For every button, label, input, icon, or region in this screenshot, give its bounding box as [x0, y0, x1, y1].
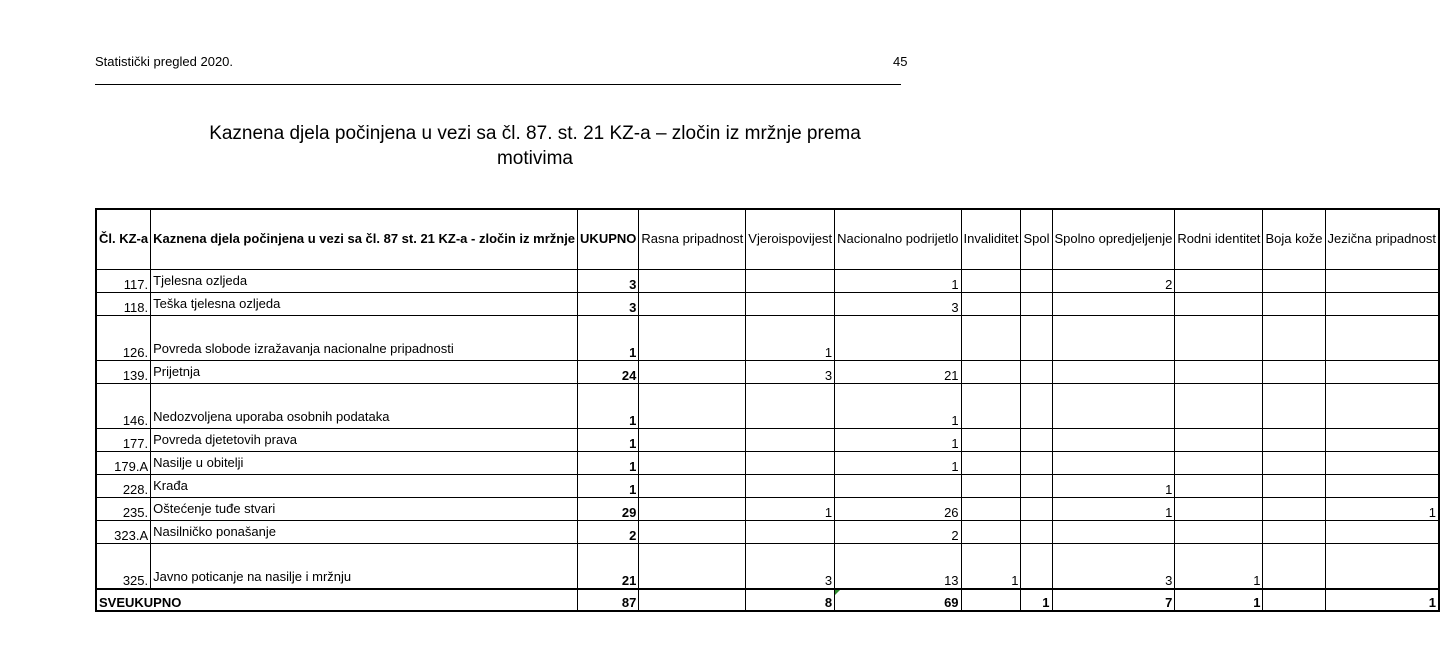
- row-vjera: [746, 269, 835, 292]
- row-spol: [1021, 315, 1052, 360]
- row-spolno: 2: [1052, 269, 1175, 292]
- row-ukupno: 29: [578, 497, 639, 520]
- row-rodni: [1175, 520, 1263, 543]
- row-nacionalno: [835, 315, 961, 360]
- row-nacionalno: 1: [835, 451, 961, 474]
- row-code: 235.: [96, 497, 151, 520]
- row-boja: [1263, 428, 1325, 451]
- row-invaliditet: 1: [961, 543, 1021, 589]
- row-jezicna: [1325, 474, 1439, 497]
- row-vjera: [746, 451, 835, 474]
- total-boja: [1263, 589, 1325, 611]
- total-spolno: 7: [1052, 589, 1175, 611]
- row-invaliditet: [961, 451, 1021, 474]
- table-row: [96, 428, 1439, 451]
- row-ukupno: 3: [578, 269, 639, 292]
- row-code: 117.: [96, 269, 151, 292]
- row-ukupno: 2: [578, 520, 639, 543]
- row-rodni: [1175, 474, 1263, 497]
- row-boja: [1263, 451, 1325, 474]
- row-boja: [1263, 292, 1325, 315]
- row-jezicna: [1325, 292, 1439, 315]
- header-name: Kaznena djela počinjena u vezi sa čl. 87 st. 21 KZ-a - zločin iz mržnje: [151, 209, 578, 269]
- row-rodni: [1175, 315, 1263, 360]
- table-row: [96, 360, 1439, 383]
- row-jezicna: [1325, 520, 1439, 543]
- row-ukupno: 1: [578, 383, 639, 428]
- header-code: Čl. KZ-a: [96, 209, 151, 269]
- row-ukupno: 1: [578, 315, 639, 360]
- row-jezicna: 1: [1325, 497, 1439, 520]
- row-invaliditet: [961, 474, 1021, 497]
- row-spolno: [1052, 451, 1175, 474]
- row-spol: [1021, 360, 1052, 383]
- table-row: [96, 543, 1439, 589]
- row-vjera: [746, 383, 835, 428]
- header-invaliditet: Invaliditet: [961, 209, 1021, 269]
- header-ukupno: UKUPNO: [578, 209, 639, 269]
- row-rasna: [639, 428, 746, 451]
- row-spol: [1021, 520, 1052, 543]
- table-row: [96, 383, 1439, 428]
- row-name: Krađa: [151, 474, 578, 497]
- row-invaliditet: [961, 383, 1021, 428]
- table-row: [96, 315, 1439, 360]
- header-vjera: Vjeroispovijest: [746, 209, 835, 269]
- row-code: 146.: [96, 383, 151, 428]
- row-invaliditet: [961, 315, 1021, 360]
- row-boja: [1263, 315, 1325, 360]
- row-boja: [1263, 497, 1325, 520]
- row-vjera: [746, 428, 835, 451]
- header-spolno: Spolno opredjeljenje: [1052, 209, 1175, 269]
- row-rasna: [639, 520, 746, 543]
- row-jezicna: [1325, 383, 1439, 428]
- table-header-row: [96, 209, 1439, 269]
- row-name: Povreda slobode izražavanja nacionalne pripadnosti: [151, 315, 578, 360]
- total-vjera: 8: [746, 589, 835, 611]
- row-invaliditet: [961, 292, 1021, 315]
- row-spolno: [1052, 520, 1175, 543]
- row-name: Nedozvoljena uporaba osobnih podataka: [151, 383, 578, 428]
- table-row: [96, 451, 1439, 474]
- row-rodni: [1175, 292, 1263, 315]
- row-name: Povreda djetetovih prava: [151, 428, 578, 451]
- header-spol: Spol: [1021, 209, 1052, 269]
- row-boja: [1263, 520, 1325, 543]
- row-vjera: 1: [746, 315, 835, 360]
- row-name: Nasilje u obitelji: [151, 451, 578, 474]
- row-rasna: [639, 269, 746, 292]
- row-rodni: [1175, 497, 1263, 520]
- row-nacionalno: 26: [835, 497, 961, 520]
- row-name: Nasilničko ponašanje: [151, 520, 578, 543]
- row-invaliditet: [961, 269, 1021, 292]
- row-nacionalno: 3: [835, 292, 961, 315]
- row-code: 179.A: [96, 451, 151, 474]
- row-code: 228.: [96, 474, 151, 497]
- total-rasna: [639, 589, 746, 611]
- row-ukupno: 24: [578, 360, 639, 383]
- table-row: [96, 520, 1439, 543]
- row-nacionalno: 13: [835, 543, 961, 589]
- row-jezicna: [1325, 428, 1439, 451]
- total-label: SVEUKUPNO: [96, 589, 578, 611]
- row-spolno: [1052, 360, 1175, 383]
- row-code: 323.A: [96, 520, 151, 543]
- row-vjera: [746, 474, 835, 497]
- row-spol: [1021, 383, 1052, 428]
- row-jezicna: [1325, 543, 1439, 589]
- row-jezicna: [1325, 269, 1439, 292]
- row-spolno: 1: [1052, 474, 1175, 497]
- row-vjera: 1: [746, 497, 835, 520]
- header-nacionalno: Nacionalno podrijetlo: [835, 209, 961, 269]
- row-code: 118.: [96, 292, 151, 315]
- row-spolno: [1052, 428, 1175, 451]
- row-rodni: [1175, 360, 1263, 383]
- header-divider: [95, 84, 901, 85]
- total-invaliditet: [961, 589, 1021, 611]
- row-ukupno: 1: [578, 451, 639, 474]
- row-nacionalno: 21: [835, 360, 961, 383]
- row-spol: [1021, 474, 1052, 497]
- row-code: 139.: [96, 360, 151, 383]
- row-jezicna: [1325, 451, 1439, 474]
- row-invaliditet: [961, 428, 1021, 451]
- row-code: 177.: [96, 428, 151, 451]
- total-ukupno: 87: [578, 589, 639, 611]
- row-ukupno: 1: [578, 428, 639, 451]
- row-boja: [1263, 543, 1325, 589]
- row-ukupno: 21: [578, 543, 639, 589]
- row-boja: [1263, 474, 1325, 497]
- row-invaliditet: [961, 520, 1021, 543]
- row-nacionalno: 2: [835, 520, 961, 543]
- row-spolno: 3: [1052, 543, 1175, 589]
- total-row: [96, 589, 1439, 611]
- row-vjera: [746, 292, 835, 315]
- row-rodni: [1175, 451, 1263, 474]
- row-vjera: [746, 520, 835, 543]
- row-rasna: [639, 360, 746, 383]
- row-jezicna: [1325, 360, 1439, 383]
- row-rasna: [639, 315, 746, 360]
- row-boja: [1263, 269, 1325, 292]
- row-vjera: 3: [746, 543, 835, 589]
- hate-crime-table: [95, 208, 1440, 612]
- row-name: Prijetnja: [151, 360, 578, 383]
- total-jezicna: 1: [1325, 589, 1439, 611]
- row-name: Javno poticanje na nasilje i mržnju: [151, 543, 578, 589]
- table-row: [96, 474, 1439, 497]
- header-rasna: Rasna pripadnost: [639, 209, 746, 269]
- row-rodni: [1175, 269, 1263, 292]
- row-invaliditet: [961, 360, 1021, 383]
- row-spolno: 1: [1052, 497, 1175, 520]
- table-row: [96, 497, 1439, 520]
- row-spol: [1021, 428, 1052, 451]
- row-rodni: 1: [1175, 543, 1263, 589]
- row-rodni: [1175, 428, 1263, 451]
- row-rodni: [1175, 383, 1263, 428]
- row-rasna: [639, 451, 746, 474]
- row-rasna: [639, 543, 746, 589]
- page-number: 45: [893, 54, 908, 69]
- total-nacionalno: 69: [835, 589, 961, 611]
- row-spol: [1021, 292, 1052, 315]
- row-ukupno: 1: [578, 474, 639, 497]
- table-row: [96, 269, 1439, 292]
- document-header-title: Statistički pregled 2020.: [95, 54, 234, 69]
- row-rasna: [639, 383, 746, 428]
- table-title-line-1: Kaznena djela počinjena u vezi sa čl. 87. st. 21 KZ-a – zločin iz mržnje prema: [209, 123, 861, 144]
- header-rodni: Rodni identitet: [1175, 209, 1263, 269]
- row-nacionalno: 1: [835, 428, 961, 451]
- total-spol: 1: [1021, 589, 1052, 611]
- row-jezicna: [1325, 315, 1439, 360]
- row-name: Oštećenje tuđe stvari: [151, 497, 578, 520]
- row-name: Tjelesna ozljeda: [151, 269, 578, 292]
- row-spolno: [1052, 292, 1175, 315]
- table-title-line-2: motivima: [496, 148, 573, 169]
- row-code: 325.: [96, 543, 151, 589]
- row-nacionalno: [835, 474, 961, 497]
- row-spol: [1021, 543, 1052, 589]
- row-boja: [1263, 360, 1325, 383]
- row-rasna: [639, 292, 746, 315]
- row-name: Teška tjelesna ozljeda: [151, 292, 578, 315]
- row-code: 126.: [96, 315, 151, 360]
- header-jezicna: Jezična pripadnost: [1325, 209, 1439, 269]
- row-nacionalno: 1: [835, 269, 961, 292]
- row-spolno: [1052, 315, 1175, 360]
- row-spol: [1021, 269, 1052, 292]
- total-rodni: 1: [1175, 589, 1263, 611]
- row-spolno: [1052, 383, 1175, 428]
- row-boja: [1263, 383, 1325, 428]
- row-rasna: [639, 474, 746, 497]
- table-title: [150, 121, 920, 171]
- table-row: [96, 292, 1439, 315]
- header-boja: Boja kože: [1263, 209, 1325, 269]
- row-invaliditet: [961, 497, 1021, 520]
- row-spol: [1021, 497, 1052, 520]
- row-nacionalno: 1: [835, 383, 961, 428]
- row-rasna: [639, 497, 746, 520]
- row-spol: [1021, 451, 1052, 474]
- row-vjera: 3: [746, 360, 835, 383]
- row-ukupno: 3: [578, 292, 639, 315]
